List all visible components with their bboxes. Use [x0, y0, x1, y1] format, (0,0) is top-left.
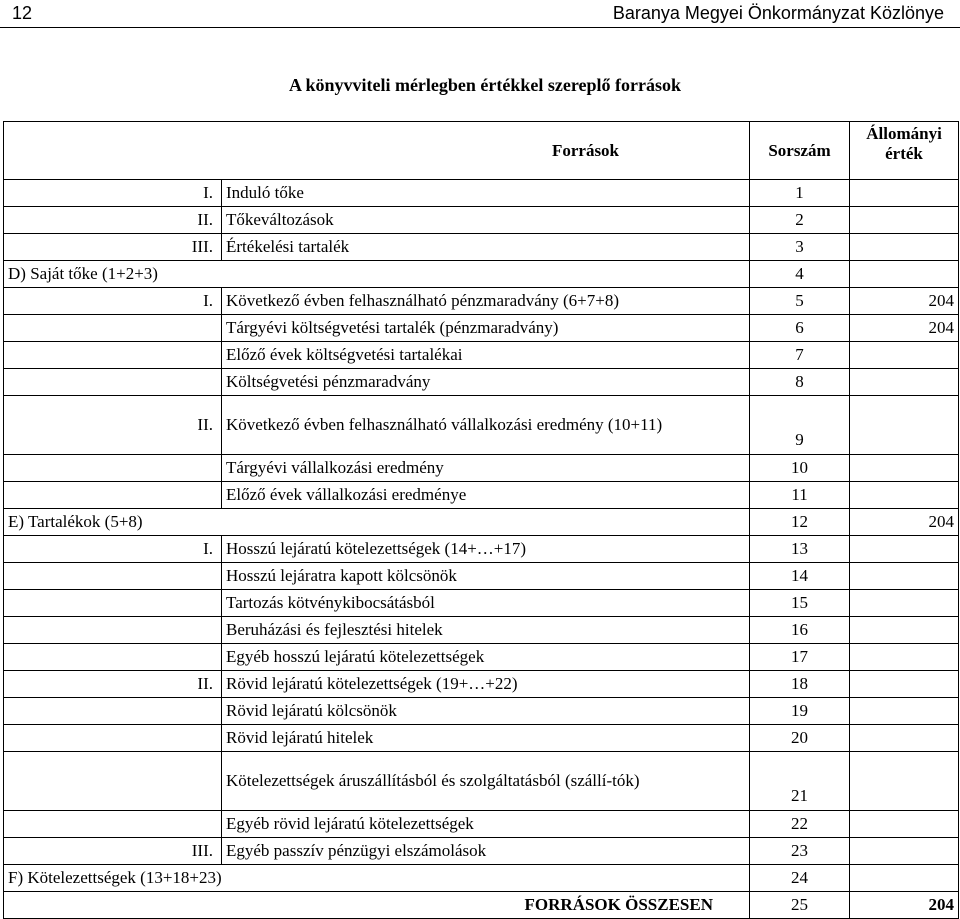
table-row [4, 261, 959, 288]
row-serial: 14 [750, 563, 850, 590]
table-row [4, 509, 959, 536]
row-value [850, 261, 959, 288]
row-serial: 18 [750, 671, 850, 698]
row-serial: 2 [750, 207, 850, 234]
row-value [850, 342, 959, 369]
row-roman: III. [4, 234, 222, 261]
row-roman-empty [4, 369, 222, 396]
row-value: 204 [850, 288, 959, 315]
row-roman: II. [4, 671, 222, 698]
row-value [850, 590, 959, 617]
row-serial: 5 [750, 288, 850, 315]
row-roman-empty [4, 644, 222, 671]
row-label: Értékelési tartalék [222, 234, 750, 261]
row-label: Költségvetési pénzmaradvány [222, 369, 750, 396]
table-row [4, 315, 959, 342]
row-serial: 16 [750, 617, 850, 644]
row-label: F) Kötelezettségek (13+18+23) [4, 865, 750, 892]
table-row [4, 369, 959, 396]
row-label: Előző évek vállalkozási eredménye [222, 482, 750, 509]
row-serial: 19 [750, 698, 850, 725]
table-row [4, 455, 959, 482]
row-serial: 21 [750, 752, 850, 811]
table-row [4, 207, 959, 234]
row-value: 204 [850, 509, 959, 536]
table-row [4, 180, 959, 207]
row-label: D) Saját tőke (1+2+3) [4, 261, 750, 288]
table-row [4, 811, 959, 838]
row-roman-empty [4, 315, 222, 342]
row-label: Egyéb hosszú lejáratú kötelezettségek [222, 644, 750, 671]
table-row [4, 698, 959, 725]
table-row [4, 396, 959, 455]
row-value [850, 752, 959, 811]
row-label: Tőkeváltozások [222, 207, 750, 234]
row-roman-empty [4, 455, 222, 482]
total-value: 204 [850, 892, 959, 919]
row-label: Beruházási és fejlesztési hitelek [222, 617, 750, 644]
journal-title: Baranya Megyei Önkormányzat Közlönye [612, 3, 944, 23]
row-serial: 23 [750, 838, 850, 865]
row-label: Rövid lejáratú kölcsönök [222, 698, 750, 725]
row-serial: 22 [750, 811, 850, 838]
row-label: Következő évben felhasználható vállalkozási eredmény (10+11) [222, 396, 750, 455]
row-roman-empty [4, 811, 222, 838]
row-label: Tartozás kötvénykibocsátásból [222, 590, 750, 617]
row-roman-empty [4, 698, 222, 725]
row-value [850, 811, 959, 838]
row-serial: 7 [750, 342, 850, 369]
row-label: E) Tartalékok (5+8) [4, 509, 750, 536]
table-title: A könyvviteli mérlegben értékkel szereplő források [288, 75, 682, 95]
table-row [4, 234, 959, 261]
page-number: 12 [12, 3, 33, 23]
row-value [850, 207, 959, 234]
row-label: Kötelezettségek áruszállításból és szolgáltatásból (szállí-tók) [222, 752, 750, 811]
row-value [850, 698, 959, 725]
row-serial: 1 [750, 180, 850, 207]
row-serial: 13 [750, 536, 850, 563]
column-header-serial: Sorszám [750, 122, 850, 180]
sources-table [3, 121, 959, 919]
row-label: Előző évek költségvetési tartalékai [222, 342, 750, 369]
page-header [0, 0, 960, 28]
row-label: Tárgyévi költségvetési tartalék (pénzmaradvány) [222, 315, 750, 342]
row-serial: 8 [750, 369, 850, 396]
row-value [850, 396, 959, 455]
row-label: Hosszú lejáratra kapott kölcsönök [222, 563, 750, 590]
row-value [850, 455, 959, 482]
column-header-value: Állományi érték [850, 122, 959, 180]
row-serial: 24 [750, 865, 850, 892]
row-roman: II. [4, 396, 222, 455]
row-value [850, 563, 959, 590]
row-label: Tárgyévi vállalkozási eredmény [222, 455, 750, 482]
row-roman: III. [4, 838, 222, 865]
table-row [4, 752, 959, 811]
row-roman-empty [4, 617, 222, 644]
row-value [850, 725, 959, 752]
row-serial: 10 [750, 455, 850, 482]
row-roman-empty [4, 752, 222, 811]
column-header-sources: Források [4, 122, 750, 180]
row-label: Következő évben felhasználható pénzmaradvány (6+7+8) [222, 288, 750, 315]
row-value: 204 [850, 315, 959, 342]
table-row [4, 838, 959, 865]
total-serial: 25 [750, 892, 850, 919]
row-label: Hosszú lejáratú kötelezettségek (14+…+17) [222, 536, 750, 563]
row-value [850, 369, 959, 396]
row-roman-empty [4, 563, 222, 590]
row-label: Induló tőke [222, 180, 750, 207]
row-roman-empty [4, 482, 222, 509]
row-roman: I. [4, 288, 222, 315]
row-label: Rövid lejáratú hitelek [222, 725, 750, 752]
table-row [4, 342, 959, 369]
row-roman-empty [4, 725, 222, 752]
table-row [4, 563, 959, 590]
row-serial: 12 [750, 509, 850, 536]
row-label: Egyéb rövid lejáratú kötelezettségek [222, 811, 750, 838]
table-row [4, 288, 959, 315]
row-serial: 17 [750, 644, 850, 671]
row-value [850, 671, 959, 698]
table-row [4, 482, 959, 509]
row-value [850, 536, 959, 563]
row-value [850, 617, 959, 644]
table-row [4, 536, 959, 563]
row-value [850, 865, 959, 892]
row-roman-empty [4, 342, 222, 369]
table-header-row [4, 122, 959, 180]
row-roman: I. [4, 536, 222, 563]
table-row-total [4, 892, 959, 919]
table-row [4, 590, 959, 617]
row-roman: II. [4, 207, 222, 234]
total-label: FORRÁSOK ÖSSZESEN [4, 892, 750, 919]
row-serial: 15 [750, 590, 850, 617]
row-value [850, 482, 959, 509]
row-label: Rövid lejáratú kötelezettségek (19+…+22) [222, 671, 750, 698]
row-roman-empty [4, 590, 222, 617]
row-serial: 11 [750, 482, 850, 509]
row-roman: I. [4, 180, 222, 207]
table-row [4, 725, 959, 752]
row-value [850, 838, 959, 865]
table-row [4, 865, 959, 892]
row-serial: 9 [750, 396, 850, 455]
table-row [4, 617, 959, 644]
sources-table-wrapper [3, 121, 958, 919]
row-value [850, 644, 959, 671]
row-value [850, 180, 959, 207]
row-label: Egyéb passzív pénzügyi elszámolások [222, 838, 750, 865]
table-row [4, 671, 959, 698]
table-row [4, 644, 959, 671]
row-serial: 4 [750, 261, 850, 288]
row-serial: 6 [750, 315, 850, 342]
row-value [850, 234, 959, 261]
row-serial: 20 [750, 725, 850, 752]
row-serial: 3 [750, 234, 850, 261]
